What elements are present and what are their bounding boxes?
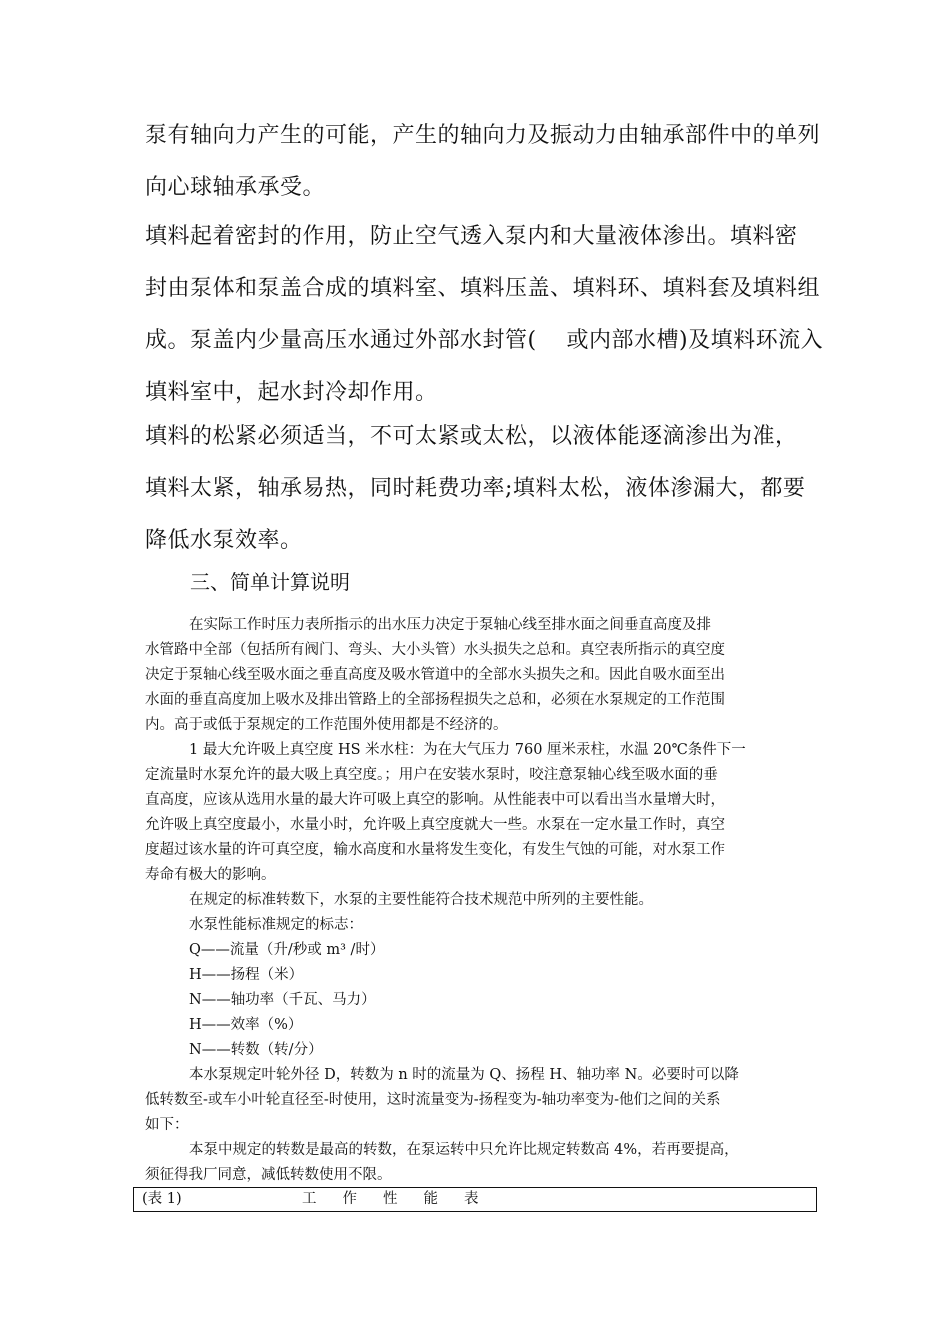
text-line: 内。高于或低于泵规定的工作范围外使用都是不经济的。 — [145, 717, 508, 733]
symbol-n-speed: N——转数（转/分） — [189, 1042, 323, 1058]
calculation-section — [145, 613, 817, 1188]
symbol-h-head: H——扬程（米） — [189, 967, 304, 983]
text-line: 水面的垂直高度加上吸水及排出管路上的全部扬程损失之总和，必须在水泵规定的工作范围 — [145, 692, 725, 708]
text-line: 成。泵盖内少量高压水通过外部水封管( 或内部水槽)及填料环流入 — [145, 328, 824, 353]
text-line: 决定于泵轴心线至吸水面之垂直高度及吸水管道中的全部水头损失之和。因此自吸水面至出 — [145, 667, 725, 683]
text-line: 水泵性能标准规定的标志： — [189, 917, 363, 933]
text-line: 直高度，应该从选用水量的最大许可吸上真空的影响。从性能表中可以看出当水量增大时， — [145, 792, 725, 808]
text-line: 度超过该水量的许可真空度，输水高度和水量将发生变化，有发生气蚀的可能，对水泵工作 — [145, 842, 725, 858]
paragraph-bearing — [145, 110, 821, 214]
text-line: 如下： — [145, 1117, 189, 1133]
text-line: 封由泵体和泵盖合成的填料室、填料压盖、填料环、填料套及填料组 — [145, 276, 821, 301]
text-line: 1 最大允许吸上真空度 HS 米水柱：为在大气压力 760 厘米汞柱，水温 20℃条件下一 — [189, 742, 746, 758]
text-line: 填料起着密封的作用，防止空气透入泵内和大量液体渗出。填料密 — [145, 224, 798, 249]
table-code: (表 1) — [142, 1191, 182, 1207]
symbol-h-efficiency: H——效率（%） — [189, 1017, 303, 1033]
text-line: 向心球轴承承受。 — [145, 175, 326, 200]
symbol-n-power: N——轴功率（千瓦、马力） — [189, 992, 376, 1008]
text-line: 定流量时水泵允许的最大吸上真空度。；用户在安装水泵时，咬注意泵轴心线至吸水面的垂 — [145, 767, 718, 783]
text-line: 寿命有极大的影响。 — [145, 867, 276, 883]
text-line: 须征得我厂同意，减低转数使用不限。 — [145, 1167, 392, 1183]
text-line: 水管路中全部（包括所有阀门、弯头、大小头管）水头损失之总和。真空表所指示的真空度 — [145, 642, 725, 658]
paragraph-packing-tightness — [145, 411, 813, 567]
symbol-q: Q——流量（升/秒或 m³ /时） — [189, 942, 385, 958]
text-line: 在规定的标准转数下，水泵的主要性能符合技术规范中所列的主要性能。 — [189, 892, 653, 908]
text-line: 低转数至-或车小叶轮直径至-时使用，这时流量变为-扬程变为-轴功率变为-他们之间的关系 — [145, 1092, 721, 1108]
text-line: 在实际工作时压力表所指示的出水压力决定于泵轴心线至排水面之间垂直高度及排 — [189, 617, 711, 633]
text-line: 填料室中，起水封冷却作用。 — [145, 380, 438, 405]
text-line: 允许吸上真空度最小，水量小时，允许吸上真空度就大一些。水泵在一定水量工作时，真空 — [145, 817, 725, 833]
section-heading: 三、简单计算说明 — [190, 570, 350, 594]
performance-table-header — [133, 1187, 817, 1212]
text-line: 填料的松紧必须适当，不可太紧或太松，以液体能逐滴渗出为准， — [145, 424, 798, 449]
text-line: 泵有轴向力产生的可能，产生的轴向力及振动力由轴承部件中的单列 — [145, 123, 821, 148]
text-line: 填料太紧，轴承易热，同时耗费功率;填料太松，液体渗漏大，都要 — [145, 476, 806, 501]
paragraph-packing-seal — [145, 211, 824, 419]
text-line: 降低水泵效率。 — [145, 528, 303, 553]
text-line: 本水泵规定叶轮外径 D，转数为 n 时的流量为 Q、扬程 H、轴功率 N。必要时可以降 — [189, 1067, 739, 1083]
text-line: 本泵中规定的转数是最高的转数，在泵运转中只允许比规定转数高 4%，若再要提高， — [189, 1142, 739, 1158]
table-title: 工作性能表 — [302, 1191, 505, 1207]
